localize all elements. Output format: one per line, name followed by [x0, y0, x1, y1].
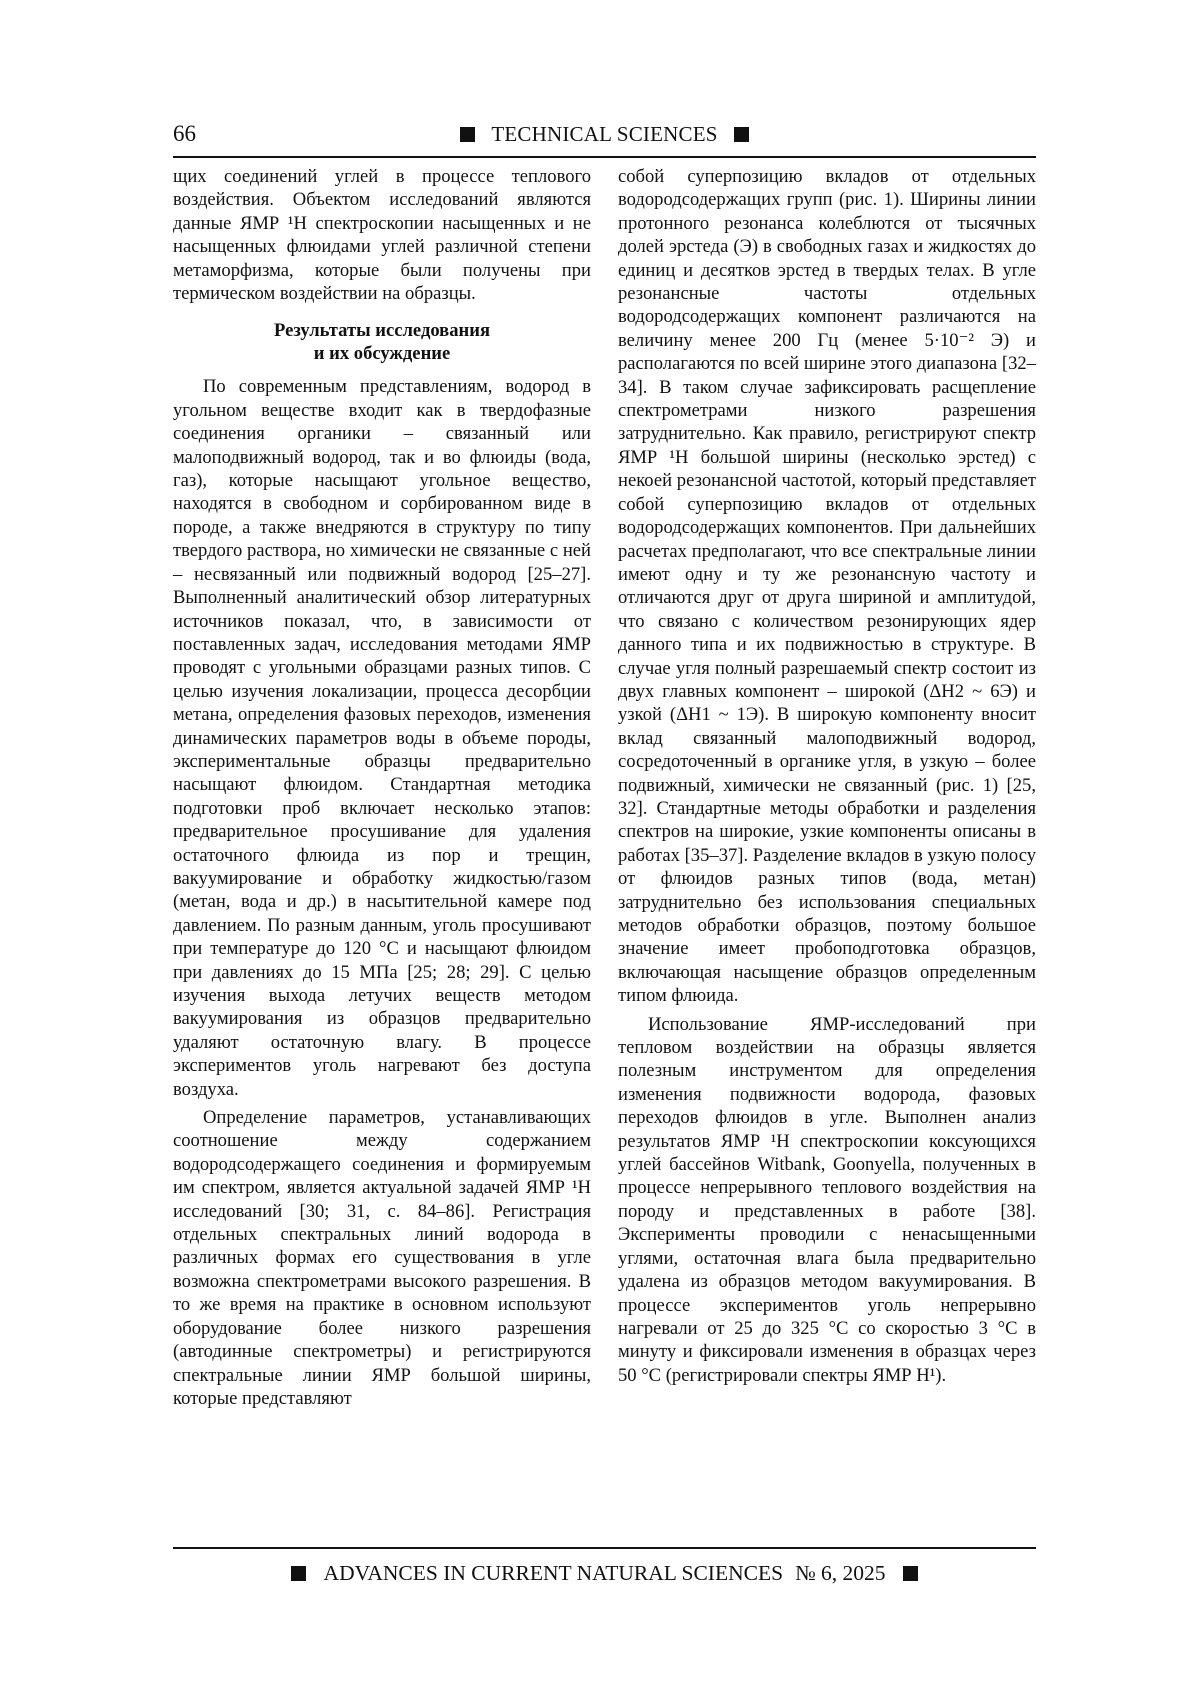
body-paragraph: По современным представлениям, водород в угольном веществе входит как в твердофазные соединения органики – связанный или малоподвижный водород, так и во флюиды (вода, газ), которые насыщают угольное вещество, находятся в свободном и сорбированном виде в породе, а также внедряются в структуру по типу твердого раствора, но химически не связанные с ней – несвязанный или подвижный водород [25–27]. Выполненный аналитический обзор литературных источников показал, что, в зависимости от поставленных задач, исследования методами ЯМР проводят с угольными образцами разных типов. С целью изучения локализации, процесса десорбции метана, определения фазовых переходов, изменения динамических параметров воды в объеме породы, экспериментальные образцы предварительно насыщают флюидом. Стандартная методика подготовки проб включает несколько этапов: предварительное просушивание для удаления остаточного флюида из пор и трещин, вакуумирование и обработку жидкостью/газом (метан, вода и др.) в насытительной камере под давлением. По разным данным, уголь просушивают при температуре до 120 °С и насыщают флюидом при давлениях до 15 МПа [25; 28; 29]. С целью изучения выхода летучих веществ методом вакуумирования из образцов предварительно удаляют остаточную влагу. В процессе экспериментов уголь нагревают без доступа воздуха. [173, 376, 591, 1100]
page-header [173, 118, 1036, 150]
right-column [618, 165, 1036, 1387]
section-title: TECHNICAL SCIENCES [491, 122, 718, 146]
footer-rule [173, 1547, 1036, 1549]
square-bullet-icon [734, 127, 749, 142]
body-paragraph: Определение параметров, устанавливающих соотношение между содержанием водородсодержащего соединения и формируемым им спектром, является актуальной задачей ЯМР ¹Н исследований [30; 31, с. 84–86]. Регистрация отдельных спектральных линий водорода в различных формах его существования в угле возможна спектрометрами высокого разрешения. В то же время на практике в основном используют оборудование более низкого разрешения (автодинные спектрометры) и регистрируются спектральные линии ЯМР большой ширины, которые представляют [173, 1107, 591, 1409]
left-column [173, 165, 591, 1410]
square-bullet-icon [291, 1566, 306, 1581]
body-paragraph: Использование ЯМР-исследований при тепловом воздействии на образцы является полезным инструментом для определения изменения подвижности водорода, фазовых переходов флюидов в угле. Выполнен анализ результатов ЯМР ¹Н спектроскопии коксующихся углей бассейнов Witbank, Goonyella, полученных в процессе непрерывного теплового воздействия на породу и представленных в работе [38]. Эксперименты проводили с ненасыщенными углями, остаточная влага была предварительно удалена из образцов методом вакуумирования. В процессе экспериментов уголь непрерывно нагревали от 25 до 325 °С со скоростью 3 °С в минуту и фиксировали изменения в образцах через 50 °С (регистрировали спектры ЯМР Н¹). [618, 1013, 1036, 1386]
page-number: 66 [173, 121, 196, 146]
running-header [173, 118, 1036, 150]
section-heading [173, 319, 591, 365]
square-bullet-icon [460, 127, 475, 142]
square-bullet-icon [903, 1566, 918, 1581]
issue-number: № 6, 2025 [795, 1561, 886, 1585]
page-footer [173, 1556, 1036, 1590]
header-rule [173, 156, 1036, 158]
heading-line-1: Результаты исследования [273, 320, 491, 342]
body-paragraph: собой суперпозицию вкладов от отдельных водородсодержащих групп (рис. 1). Ширины линии протонного резонанса колеблются от тысячных долей эрстеда (Э) в свободных газах и жидкостях до единиц и десятков эрстед в твердых телах. В угле резонансные частоты отдельных водородсодержащих компонент различаются на величину менее 200 Гц (менее 5·10⁻² Э) и располагаются по всей ширине этого диапазона [32–34]. В таком случае зафиксировать расщепление спектрометрами низкого разрешения затруднительно. Как правило, регистрируют спектр ЯМР ¹Н большой ширины (несколько эрстед) с некоей резонансной частотой, который представляет собой суперпозицию вкладов от отдельных водородсодержащих компонентов. При дальнейших расчетах предполагают, что все спектральные линии имеют одну и ту же резонансную частоту и отличаются друг от друга шириной и амплитудой, что связано с количеством резонирующих ядер данного типа и их подвижностью в структуре. В случае угля полный разрешаемый спектр состоит из двух главных компонент – широкой (ΔH2 ~ 6Э) и узкой (ΔH1 ~ 1Э). В широкую компоненту вносит вклад связанный малоподвижный водород, сосредоточенный в органике угля, в узкую – более подвижный, химически не связанный (рис. 1) [25, 32]. Стандартные методы обработки и разделения спектров на широкие, узкие компоненты описаны в работах [35–37]. Разделение вкладов в узкую полосу от флюидов разных типов (вода, метан) затруднительно без использования специальных методов обработки образцов, поэтому большое значение имеет пробоподготовка образцов, включающая насыщение образцов определенным типом флюида. [618, 166, 1036, 1007]
heading-line-2: и их обсуждение [313, 343, 451, 365]
journal-name: ADVANCES IN CURRENT NATURAL SCIENCES [323, 1561, 784, 1585]
intro-paragraph: щих соединений углей в процессе теплового воздействия. Объектом исследований являются данные ЯМР ¹Н спектроскопии насыщенных и не насыщенных флюидами углей различной степени метаморфизма, которые были получены при термическом воздействии на образцы. [173, 166, 591, 305]
